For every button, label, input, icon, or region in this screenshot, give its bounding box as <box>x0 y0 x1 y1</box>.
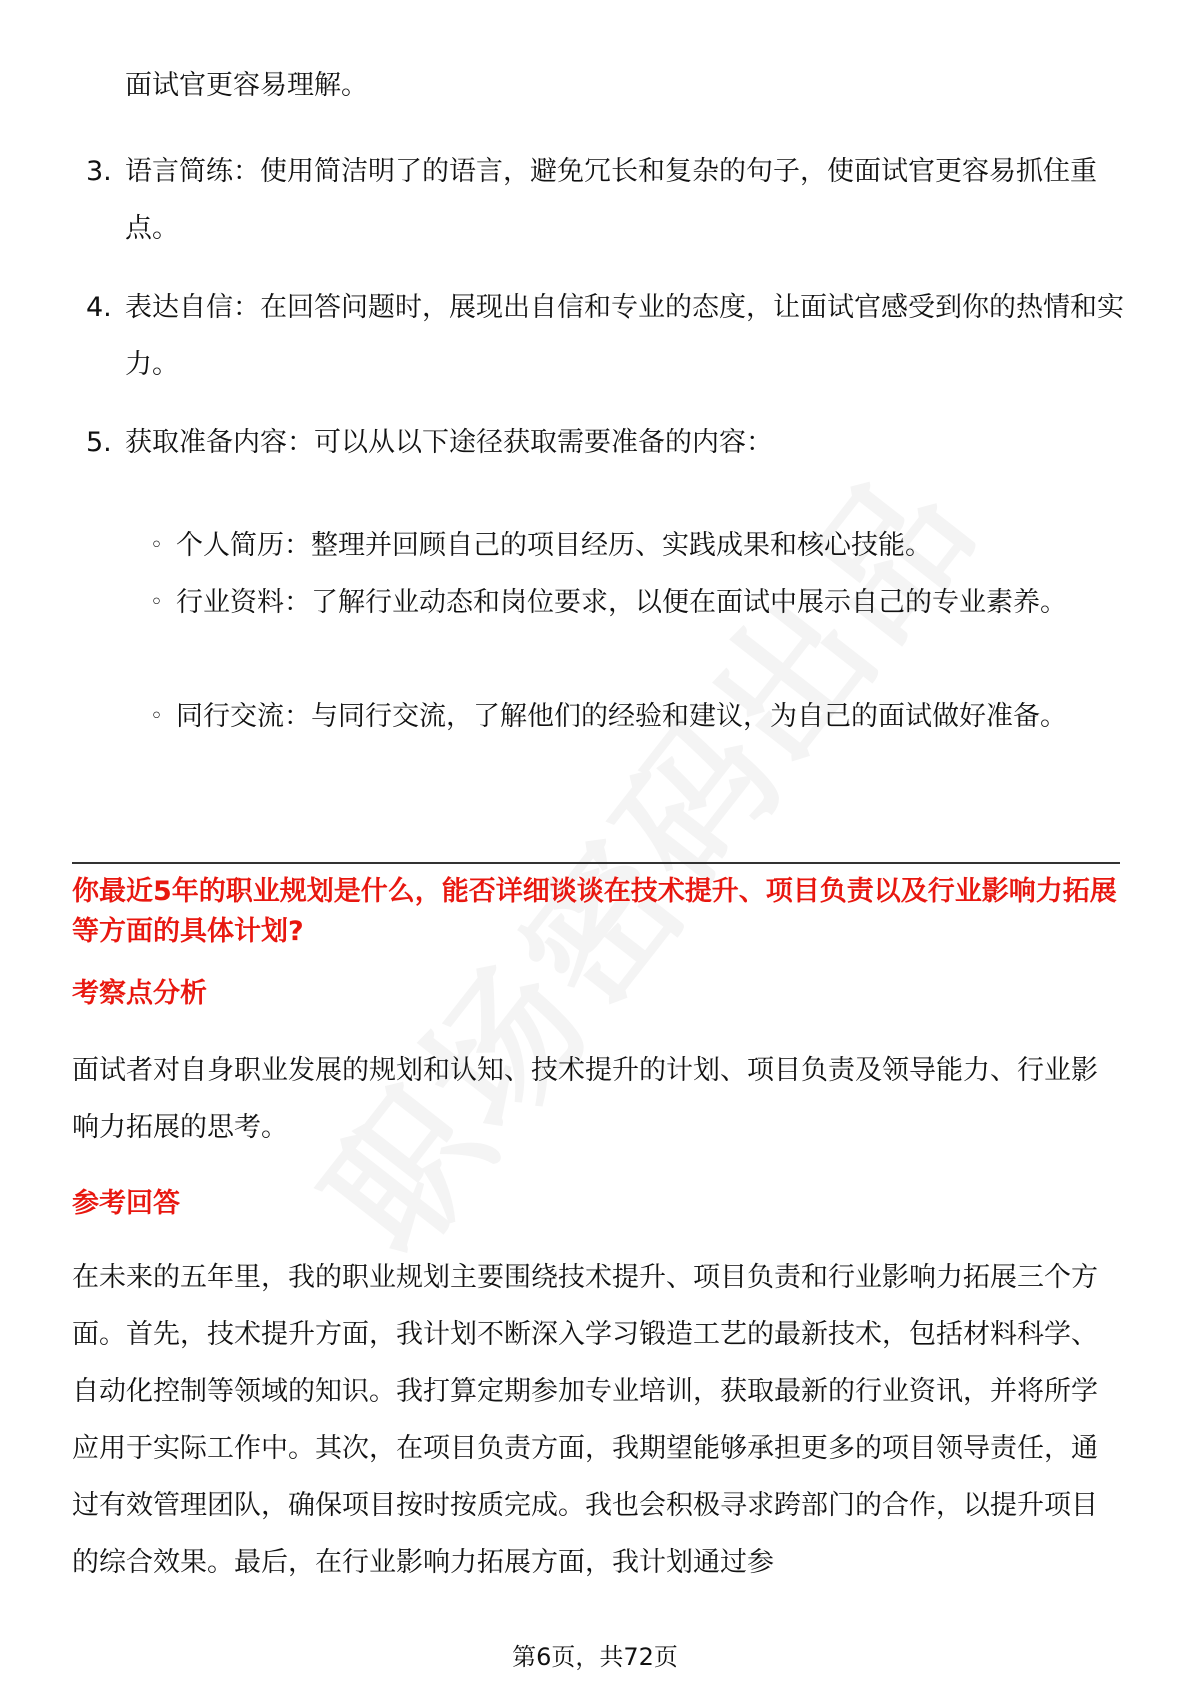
list-item-text: 获取准备内容：可以从以下途径获取需要准备的内容： <box>125 427 773 458</box>
list-item-5 <box>86 414 1126 471</box>
answer-paragraph: 在未来的五年里，我的职业规划主要围绕技术提升、项目负责和行业影响力拓展三个方面。首先，技术提升方面，我计划不断深入学习锻造工艺的最新技术，包括材料科学、自动化控制等领域的知识。我打算定期参加专业培训，获取最新的行业资讯，并将所学应用于实际工作中。其次，在项目负责方面，我期望能够承担更多的项目领导责任，通过有效管理团队，确保项目按时按质完成。我也会积极寻求跨部门的合作，以提升项目的综合效果。最后，在行业影响力拓展方面，我计划通过参 <box>72 1262 1098 1578</box>
bullet-icon: ◦ <box>150 590 163 615</box>
answer-heading: 参考回答 <box>72 1188 180 1219</box>
bullet-icon: ◦ <box>150 533 163 558</box>
bullet-item-industry <box>150 574 1080 631</box>
bullet-text: 行业资料：了解行业动态和岗位要求，以便在面试中展示自己的专业素养。 <box>176 587 1067 618</box>
list-number: 5. <box>86 427 112 458</box>
analysis-heading: 考察点分析 <box>72 978 207 1009</box>
list-item-text: 语言简练：使用简洁明了的语言，避免冗长和复杂的句子，使面试官更容易抓住重点。 <box>125 156 1097 244</box>
bullet-text: 个人简历：整理并回顾自己的项目经历、实践成果和核心技能。 <box>176 530 932 561</box>
bullet-item-peers <box>150 688 1080 745</box>
bullet-text: 同行交流：与同行交流，了解他们的经验和建议，为自己的面试做好准备。 <box>176 701 1067 732</box>
list-item-3 <box>86 143 1126 257</box>
list-item-text: 表达自信：在回答问题时，展现出自信和专业的态度，让面试官感受到你的热情和实力。 <box>125 292 1124 380</box>
question-heading: 你最近5年的职业规划是什么，能否详细谈谈在技术提升、项目负责以及行业影响力拓展等方面的具体计划? <box>72 876 1117 947</box>
bullet-icon: ◦ <box>150 704 163 729</box>
bullet-item-resume <box>150 517 1080 574</box>
list-number: 3. <box>86 156 112 187</box>
list-item-4 <box>86 279 1126 393</box>
page-footer: 第6页，共72页 <box>512 1643 678 1671</box>
analysis-paragraph: 面试者对自身职业发展的规划和认知、技术提升的计划、项目负责及领导能力、行业影响力拓展的思考。 <box>72 1055 1098 1143</box>
section-divider <box>72 862 1120 864</box>
continuation-text: 面试官更容易理解。 <box>125 70 368 101</box>
list-number: 4. <box>86 292 112 323</box>
